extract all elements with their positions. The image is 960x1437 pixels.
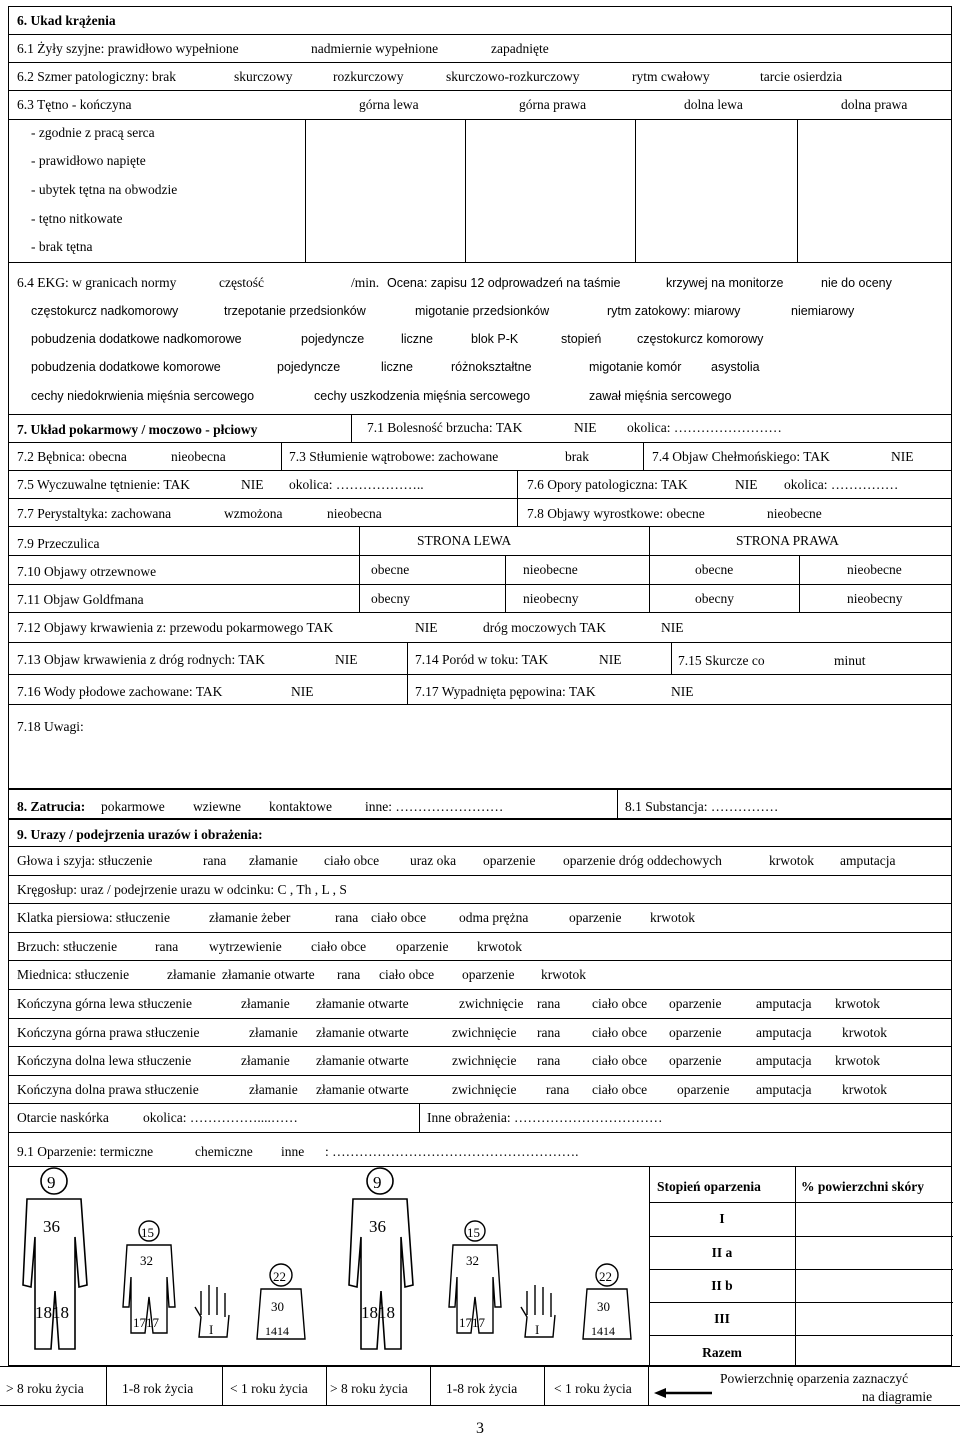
option[interactable]: wziewne — [193, 799, 241, 814]
age-label: 1-8 rok życia — [446, 1381, 518, 1396]
pulse-row-label: - zgodnie z pracą serca — [31, 125, 155, 140]
column-header: STRONA PRAWA — [736, 533, 839, 548]
age-label: < 1 roku życia — [230, 1381, 308, 1396]
injury-option[interactable]: rana — [337, 967, 361, 983]
option[interactable]: rytm cwałowy — [632, 69, 710, 84]
option[interactable]: migotanie komór — [589, 360, 682, 374]
column-header: dolna prawa — [841, 97, 908, 112]
field-label: dróg moczowych TAK — [483, 620, 607, 635]
page-number: 3 — [476, 1420, 484, 1437]
injury-option[interactable]: rana — [546, 1081, 570, 1097]
injury-option[interactable]: ciało obce — [592, 1053, 648, 1069]
injury-region-label: Kręgosłup: uraz / podejrzenie urazu w odcinku: C , Th , L , S — [17, 881, 347, 897]
option[interactable]: brak — [565, 449, 589, 464]
injury-option[interactable]: oparzenie — [677, 1081, 730, 1097]
injury-option[interactable]: okolica: ……………....…… — [143, 1110, 298, 1126]
burn-degree: Razem — [702, 1345, 742, 1360]
section-8-title: 8. Zatrucia: — [17, 799, 86, 814]
injury-option[interactable]: złamanie — [241, 996, 290, 1011]
divider — [517, 471, 518, 498]
field-label: 7.18 Uwagi: — [17, 719, 84, 734]
percent-label: 15 — [467, 1225, 480, 1240]
unit: /min. — [351, 275, 380, 290]
pulse-row-label: - ubytek tętna na obwodzie — [31, 182, 178, 197]
option[interactable]: nadmiernie wypełnione — [311, 41, 439, 56]
option[interactable]: nieobecna — [327, 506, 382, 521]
row-6-2 — [8, 62, 952, 90]
row-7-13 — [8, 642, 952, 674]
percent-label: 32 — [466, 1253, 479, 1268]
injury-option[interactable]: ciało obce — [592, 1081, 648, 1097]
section-9-header — [8, 818, 952, 846]
option[interactable]: rytm zatokowy: miarowy — [607, 304, 741, 318]
option[interactable]: cechy niedokrwienia mięśnia sercowego — [31, 389, 255, 403]
note-text: na diagramie — [862, 1389, 933, 1404]
divider — [281, 443, 282, 470]
field-label: 7.15 Skurcze co — [678, 653, 765, 668]
age-label: > 8 roku życia — [330, 1381, 408, 1396]
field-label: 6.4 EKG: w granicach normy — [17, 275, 177, 290]
option[interactable]: NIE — [574, 420, 597, 435]
injury-option[interactable]: złamanie otwarte — [316, 1024, 409, 1040]
divider — [305, 119, 306, 262]
percent-label: 1717 — [459, 1315, 485, 1330]
injury-option[interactable]: krwotok — [835, 1053, 880, 1069]
field-label: 7.10 Objawy otrzewnowe — [17, 564, 157, 579]
option[interactable]: różnokształtne — [451, 360, 532, 374]
option[interactable]: częstokurcz komorowy — [637, 332, 764, 346]
injury-option[interactable]: złamanie otwarte — [316, 1081, 409, 1097]
pulse-row-label: - tętno nitkowate — [31, 211, 123, 226]
divider — [9, 555, 951, 556]
section-6-header — [8, 6, 952, 34]
row-7-12 — [8, 612, 952, 642]
option[interactable]: Ocena: zapisu 12 odprowadzeń na taśmie — [387, 276, 621, 290]
injury-row — [8, 846, 952, 875]
divider — [797, 119, 798, 262]
option[interactable]: nieobecne — [767, 506, 822, 521]
divider — [9, 584, 951, 585]
age-label: 1-8 rok życia — [122, 1381, 194, 1396]
note-text: Powierzchnię oparzenia zaznaczyć — [720, 1371, 909, 1386]
divider — [326, 1367, 327, 1405]
percent-label: 1414 — [591, 1324, 615, 1338]
injury-option[interactable]: oparzenie — [669, 1024, 722, 1040]
divider — [643, 443, 644, 470]
option[interactable]: NIE — [671, 684, 694, 699]
injury-option[interactable]: amputacja — [756, 996, 812, 1011]
injury-row — [8, 903, 952, 932]
option[interactable]: nieobecne — [847, 562, 902, 577]
divider — [649, 1167, 650, 1367]
field-label: 9.1 Oparzenie: termiczne — [17, 1144, 154, 1159]
injury-region-label: Kończyna górna prawa stłuczenie — [17, 1024, 200, 1040]
injury-option[interactable]: amputacja — [756, 1024, 812, 1040]
percent-label: 1818 — [361, 1303, 395, 1322]
divider — [544, 1367, 545, 1405]
injury-option[interactable]: krwotok — [477, 938, 522, 954]
injury-option[interactable]: oparzenie — [569, 910, 622, 926]
divider — [465, 119, 466, 262]
option[interactable]: nieobecny — [523, 591, 579, 606]
field-label: 7.9 Przeczulica — [17, 536, 100, 551]
injury-option[interactable]: Inne obrażenia: …………………………… — [427, 1110, 663, 1126]
divider — [407, 643, 408, 674]
option[interactable]: migotanie przedsionków — [415, 304, 550, 318]
injury-region-label: Głowa i szyja: stłuczenie — [17, 853, 153, 868]
option[interactable]: blok P-K — [471, 332, 519, 346]
injury-option[interactable]: złamanie — [249, 1024, 298, 1040]
burn-degree: I — [719, 1211, 725, 1226]
injury-option[interactable]: złamanie — [167, 967, 216, 983]
percent-label: 9 — [373, 1173, 382, 1192]
injury-row — [8, 1046, 952, 1075]
option[interactable]: obecne — [371, 562, 410, 577]
injury-option[interactable]: rana — [537, 1024, 561, 1040]
option[interactable]: zawał mięśnia sercowego — [589, 389, 732, 403]
row-7-5 — [8, 470, 952, 498]
divider — [671, 643, 672, 674]
percent-label: I — [209, 1322, 214, 1337]
injury-region-label: Kończyna dolna lewa stłuczenie — [17, 1053, 192, 1069]
unit: minut — [834, 653, 866, 668]
divider — [517, 499, 518, 526]
injury-region-label: Miednica: stłuczenie — [17, 967, 130, 983]
injury-option[interactable]: uraz oka — [410, 853, 457, 868]
divider — [649, 527, 650, 612]
hyperesthesia-table — [8, 526, 952, 612]
percent-label: 1414 — [265, 1324, 289, 1338]
divider — [351, 415, 352, 442]
burn-degree: II b — [711, 1278, 733, 1293]
field-label: 7.7 Perystaltyka: zachowana — [17, 506, 172, 521]
column-header: górna prawa — [519, 97, 587, 112]
percent-label: 30 — [597, 1299, 610, 1314]
injury-option[interactable]: złamanie — [249, 853, 298, 868]
divider — [617, 790, 618, 818]
pulse-row-label: - brak tętna — [31, 239, 93, 254]
input-dotted[interactable]: okolica: ……………….. — [289, 477, 424, 492]
option[interactable]: wzmożona — [224, 506, 283, 521]
option[interactable]: asystolia — [711, 360, 760, 374]
injury-option[interactable]: złamanie otwarte — [316, 1053, 409, 1069]
percent-label: 1717 — [133, 1315, 159, 1330]
row-7-2 — [8, 442, 952, 470]
field-label: 7.1 Bolesność brzucha: TAK — [367, 420, 523, 435]
injury-option[interactable]: złamanie otwarte — [316, 996, 409, 1011]
option[interactable]: NIE — [735, 477, 758, 492]
injury-region-label: Klatka piersiowa: stłuczenie — [17, 910, 170, 926]
divider — [635, 119, 636, 262]
burn-degree-table — [649, 1167, 953, 1367]
arrow-left-icon — [654, 1387, 714, 1399]
option[interactable]: cechy uszkodzenia mięśnia sercowego — [314, 389, 531, 403]
percent-label: I — [535, 1322, 540, 1337]
burn-degree: III — [714, 1311, 730, 1326]
option[interactable]: NIE — [415, 620, 438, 635]
injury-option[interactable]: odma prężna — [459, 910, 529, 926]
injury-region-label: Brzuch: stłuczenie — [17, 938, 118, 954]
option[interactable]: nie do oceny — [821, 276, 892, 290]
injury-option[interactable]: oparzenie — [669, 996, 722, 1011]
injury-option[interactable]: amputacja — [840, 853, 896, 868]
option[interactable]: obecne — [695, 562, 734, 577]
divider — [106, 1367, 107, 1405]
percent-label: 1818 — [35, 1303, 69, 1322]
age-label: > 8 roku życia — [6, 1381, 84, 1396]
section-6-title: 6. Ukad krążenia — [17, 13, 116, 28]
option[interactable]: NIE — [335, 652, 358, 667]
field-label: 7.4 Objaw Chełmońskiego: TAK — [652, 449, 830, 464]
option[interactable]: trzepotanie przedsionków — [224, 304, 366, 318]
option[interactable]: pojedyncze — [277, 360, 341, 374]
option[interactable]: inne — [281, 1144, 305, 1159]
injury-option[interactable]: ciało obce — [324, 853, 380, 868]
option[interactable]: kontaktowe — [269, 799, 332, 814]
divider — [9, 119, 951, 120]
row-7-16 — [8, 674, 952, 704]
option[interactable]: rozkurczowy — [333, 69, 404, 84]
ekg-block — [8, 262, 952, 414]
field-label: 7.16 Wody płodowe zachowane: TAK — [17, 684, 223, 699]
injury-option[interactable]: krwotok — [835, 996, 880, 1011]
injury-row — [8, 932, 952, 961]
injury-option[interactable]: ciało obce — [592, 996, 648, 1011]
field-label: 7.6 Opory patologiczna: TAK — [527, 477, 688, 492]
input-dotted[interactable]: 8.1 Substancja: …………… — [625, 799, 779, 814]
field-label: 7.14 Poród w toku: TAK — [415, 652, 549, 667]
option[interactable]: skurczowo-rozkurczowy — [446, 69, 580, 84]
divider — [222, 1367, 223, 1405]
column-header: górna lewa — [359, 97, 419, 112]
injury-option[interactable]: krwotok — [842, 1081, 887, 1097]
injury-option[interactable]: ciało obce — [311, 938, 367, 954]
option[interactable]: obecny — [371, 591, 410, 606]
option[interactable]: krzywej na monitorze — [666, 276, 784, 290]
option[interactable]: nieobecna — [171, 449, 226, 464]
option[interactable]: NIE — [241, 477, 264, 492]
injury-option[interactable]: amputacja — [756, 1081, 812, 1097]
age-row — [0, 1366, 960, 1406]
injury-option[interactable]: amputacja — [756, 1053, 812, 1069]
option[interactable]: tarcie osierdzia — [760, 69, 843, 84]
divider — [419, 1104, 420, 1132]
injury-row — [8, 989, 952, 1018]
field-label: 6.3 Tętno - kończyna — [17, 97, 132, 112]
field-label: 7.2 Bębnica: obecna — [17, 449, 127, 464]
injury-option[interactable]: zwichnięcie — [452, 1024, 517, 1040]
injury-option[interactable]: oparzenie — [669, 1053, 722, 1069]
percent-label: 32 — [140, 1253, 153, 1268]
option[interactable]: nieobecny — [847, 591, 903, 606]
section-7-title: 7. Układ pokarmowy / moczowo - płciowy — [17, 422, 258, 437]
field-label: 7.8 Objawy wyrostkowe: obecne — [527, 506, 705, 521]
injury-option[interactable]: ciało obce — [592, 1024, 648, 1040]
option[interactable]: NIE — [291, 684, 314, 699]
percent-label: 30 — [271, 1299, 284, 1314]
injury-option[interactable]: ciało obce — [379, 967, 435, 983]
row-7-1 — [8, 414, 952, 442]
option[interactable]: NIE — [661, 620, 684, 635]
field-label: 7.13 Objaw krwawienia z dróg rodnych: TAK — [17, 652, 265, 667]
row-9-1 — [8, 1132, 952, 1166]
injury-row — [8, 1075, 952, 1104]
field-label: 6.1 Żyły szyjne: prawidłowo wypełnione — [17, 41, 239, 56]
injury-option[interactable]: zwichnięcie — [459, 996, 524, 1011]
row-7-7 — [8, 498, 952, 526]
input-dotted[interactable]: okolica: …………………… — [627, 420, 782, 435]
column-header: dolna lewa — [684, 97, 743, 112]
option[interactable]: obecny — [695, 591, 734, 606]
injury-option[interactable]: oparzenie dróg oddechowych — [563, 853, 722, 868]
injury-option[interactable]: rana — [203, 853, 227, 868]
injury-option[interactable]: oparzenie — [396, 938, 449, 954]
injury-option[interactable]: złamanie otwarte — [222, 967, 315, 983]
injury-option[interactable]: oparzenie — [483, 853, 536, 868]
divider — [795, 1167, 796, 1367]
injury-row — [8, 1103, 952, 1132]
divider — [430, 1367, 431, 1405]
field-label: 7.5 Wyczuwalne tętnienie: TAK — [17, 477, 191, 492]
notes-box[interactable] — [8, 704, 952, 788]
injury-option[interactable]: krwotok — [769, 853, 814, 868]
option[interactable]: liczne — [401, 332, 433, 346]
injury-option[interactable]: oparzenie — [462, 967, 515, 983]
input-dotted[interactable]: okolica: …………… — [784, 477, 899, 492]
injury-option[interactable]: zwichnięcie — [452, 1081, 517, 1097]
field-label: 6.2 Szmer patologiczny: brak — [17, 69, 176, 84]
form-page — [8, 6, 952, 1366]
option[interactable]: NIE — [599, 652, 622, 667]
field-label: 7.11 Objaw Goldfmana — [17, 592, 144, 607]
injury-option[interactable]: rana — [537, 996, 561, 1011]
row-6-1 — [8, 34, 952, 62]
injury-region-label: Kończyna dolna prawa stłuczenie — [17, 1081, 199, 1097]
field-label: 7.17 Wypadnięta pępowina: TAK — [415, 684, 596, 699]
divider — [407, 675, 408, 704]
field-label: częstość — [219, 275, 264, 290]
option[interactable]: pokarmowe — [101, 799, 165, 814]
input-dotted[interactable]: : ………………………………………………. — [325, 1144, 579, 1159]
option[interactable]: pobudzenia dodatkowe komorowe — [31, 360, 221, 374]
injury-option[interactable]: krwotok — [650, 910, 695, 926]
injury-row — [8, 875, 952, 904]
injury-option[interactable]: rana — [537, 1053, 561, 1069]
section-9-title: 9. Urazy / podejrzenia urazów i obrażenia: — [17, 827, 263, 842]
field-label: 7.3 Stłumienie wątrobowe: zachowane — [289, 449, 499, 464]
burn-degree: II a — [711, 1245, 733, 1260]
option[interactable]: NIE — [891, 449, 914, 464]
injury-option[interactable]: krwotok — [541, 967, 586, 983]
injury-option[interactable]: ciało obce — [371, 910, 427, 926]
divider — [648, 1367, 649, 1405]
input-dotted[interactable]: inne: …………………… — [365, 799, 504, 814]
percent-label: 9 — [47, 1173, 56, 1192]
column-header: % powierzchni skóry — [801, 1179, 924, 1194]
injury-region-label: Otarcie naskórka — [17, 1110, 109, 1126]
column-header: STRONA LEWA — [417, 533, 512, 548]
pulse-table — [8, 90, 952, 262]
injury-region-label: Kończyna górna lewa stłuczenie — [17, 996, 193, 1011]
injury-option[interactable]: złamanie — [249, 1081, 298, 1097]
option[interactable]: liczne — [381, 360, 413, 374]
age-label: < 1 roku życia — [554, 1381, 632, 1396]
option[interactable]: częstokurcz nadkomorowy — [31, 304, 179, 318]
column-header: Stopień oparzenia — [657, 1179, 761, 1194]
injury-option[interactable]: rana — [335, 910, 359, 926]
injury-option[interactable]: złamanie — [241, 1053, 290, 1069]
pulse-row-label: - prawidłowo napięte — [31, 153, 146, 168]
injury-option[interactable]: zwichnięcie — [452, 1053, 517, 1069]
option[interactable]: stopień — [561, 332, 602, 346]
option[interactable]: niemiarowy — [791, 304, 855, 318]
option[interactable]: skurczowy — [234, 69, 293, 84]
option[interactable]: nieobecne — [523, 562, 578, 577]
percent-label: 22 — [273, 1269, 286, 1284]
burn-diagram-area — [8, 1166, 952, 1366]
option[interactable]: pobudzenia dodatkowe nadkomorowe — [31, 332, 242, 346]
injury-row — [8, 1018, 952, 1047]
percent-label: 15 — [141, 1225, 154, 1240]
percent-label: 36 — [43, 1217, 60, 1236]
percent-label: 36 — [369, 1217, 386, 1236]
injury-row — [8, 960, 952, 989]
option[interactable]: zapadnięte — [491, 41, 549, 56]
field-label: 7.12 Objawy krwawienia z: przewodu pokarmowego TAK — [17, 620, 334, 635]
injury-option[interactable]: krwotok — [842, 1024, 887, 1040]
option[interactable]: pojedyncze — [301, 332, 365, 346]
injury-option[interactable]: rana — [155, 938, 179, 954]
injury-option[interactable]: wytrzewienie — [209, 938, 282, 954]
injury-option[interactable]: złamanie żeber — [209, 910, 291, 926]
percent-label: 22 — [599, 1269, 612, 1284]
row-8 — [8, 788, 952, 818]
divider — [359, 527, 360, 612]
option[interactable]: chemiczne — [195, 1144, 253, 1159]
